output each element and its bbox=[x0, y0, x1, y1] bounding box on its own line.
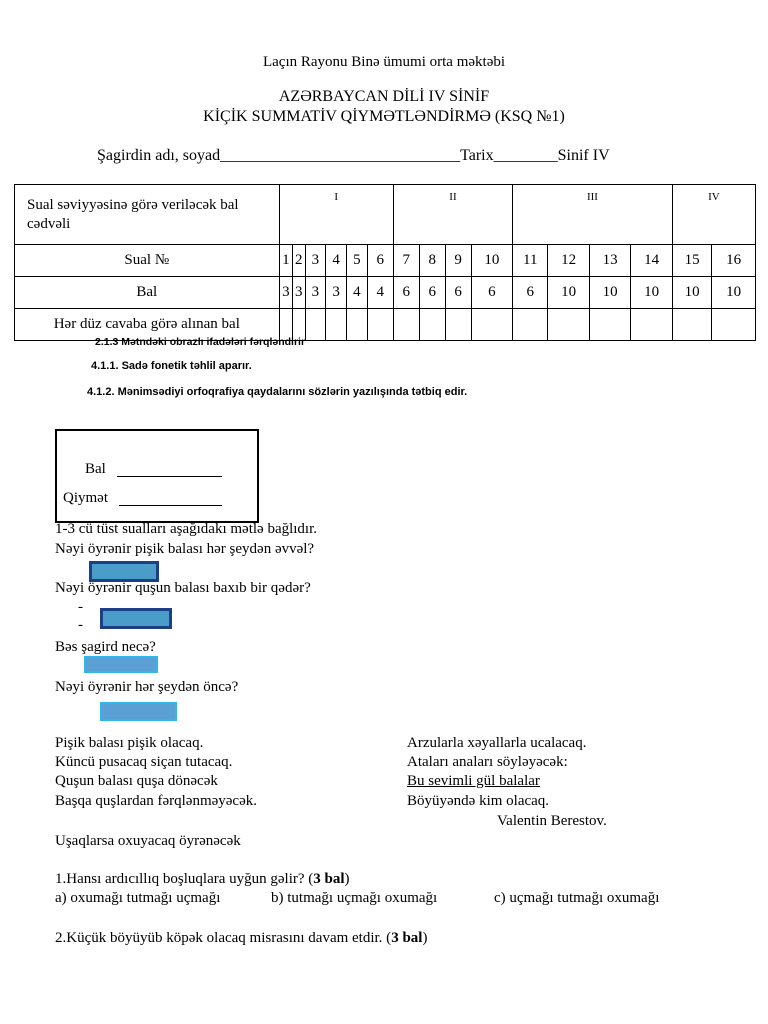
question-c: Bəs şagird necə? bbox=[55, 639, 156, 655]
points-cell: 3 bbox=[293, 277, 305, 309]
earned-cell[interactable] bbox=[305, 309, 326, 341]
table-row-question-numbers bbox=[15, 245, 756, 277]
poem-left-line-2: Küncü pusacaq siçan tutacaq. bbox=[55, 754, 233, 770]
poem-left-line-4: Başqa quşlardan fərqlənməyəcək. bbox=[55, 793, 257, 809]
earned-cell[interactable] bbox=[672, 309, 711, 341]
earned-cell[interactable] bbox=[445, 309, 471, 341]
qiymet-label: Qiymət bbox=[63, 490, 108, 506]
earned-cell[interactable] bbox=[393, 309, 419, 341]
question-number-cell: 16 bbox=[712, 245, 756, 277]
question-number-cell: 3 bbox=[305, 245, 326, 277]
points-cell: 6 bbox=[471, 277, 513, 309]
question-1-option-c[interactable]: c) uçmağı tutmağı oxumağı bbox=[494, 890, 660, 906]
question-number-cell: 11 bbox=[513, 245, 548, 277]
points-cell: 6 bbox=[393, 277, 419, 309]
question-number-cell: 10 bbox=[471, 245, 513, 277]
points-cell: 10 bbox=[589, 277, 631, 309]
question-1 bbox=[55, 871, 350, 888]
question-number-label: Sual № bbox=[15, 245, 280, 277]
levels-row-label: Sual səviyyəsinə görə veriləcək bal cədvəli bbox=[15, 185, 280, 245]
question-number-cell: 9 bbox=[445, 245, 471, 277]
question-2-points: 3 bal bbox=[391, 930, 423, 946]
poem-left-line-3: Quşun balası quşa dönəcək bbox=[55, 773, 218, 789]
earned-cell[interactable] bbox=[513, 309, 548, 341]
answer-box-1[interactable] bbox=[89, 561, 159, 582]
poem-author: Valentin Berestov. bbox=[497, 813, 607, 829]
earned-cell[interactable] bbox=[326, 309, 347, 341]
question-b: Nəyi öyrənir quşun balası baxıb bir qədər? bbox=[55, 580, 311, 596]
question-number-cell: 1 bbox=[279, 245, 292, 277]
intro-line: 1-3 cü tüst sualları aşağıdakı mətlə bağlıdır. bbox=[55, 521, 318, 537]
question-number-cell: 6 bbox=[367, 245, 393, 277]
dash-mark: - bbox=[78, 617, 83, 633]
poem-closing-line: Uşaqlarsa oxuyacaq öyrənəcək bbox=[55, 833, 241, 849]
level-1: I bbox=[279, 185, 393, 245]
poem-right-line-3: Bu sevimli gül balalar bbox=[407, 773, 540, 789]
question-number-cell: 2 bbox=[293, 245, 305, 277]
earned-cell[interactable] bbox=[471, 309, 513, 341]
question-a: Nəyi öyrənir pişik balası hər şeydən əvvəl? bbox=[55, 541, 315, 557]
points-cell: 3 bbox=[305, 277, 326, 309]
question-2-end: ) bbox=[422, 930, 428, 946]
earned-cell[interactable] bbox=[367, 309, 393, 341]
points-cell: 6 bbox=[513, 277, 548, 309]
poem-left-line-1: Pişik balası pişik olacaq. bbox=[55, 735, 204, 751]
level-3: III bbox=[513, 185, 673, 245]
answer-box-4[interactable] bbox=[100, 702, 177, 721]
question-2-text: 2.Küçük böyüyüb köpək olacaq misrasını davam etdir. ( bbox=[55, 930, 392, 946]
earned-cell[interactable] bbox=[589, 309, 631, 341]
points-cell: 6 bbox=[445, 277, 471, 309]
answer-box-2[interactable] bbox=[100, 608, 172, 629]
poem-right-line-4: Böyüyəndə kim olacaq. bbox=[407, 793, 550, 809]
points-cell: 4 bbox=[367, 277, 393, 309]
earned-cell[interactable] bbox=[347, 309, 368, 341]
subject-title: AZƏRBAYCAN DİLİ IV SİNİF bbox=[278, 88, 490, 105]
question-number-cell: 7 bbox=[393, 245, 419, 277]
question-number-cell: 8 bbox=[419, 245, 445, 277]
question-2 bbox=[55, 930, 427, 947]
question-1-points: 3 bal bbox=[313, 871, 345, 887]
points-cell: 4 bbox=[347, 277, 368, 309]
level-4: IV bbox=[672, 185, 755, 245]
earned-cell[interactable] bbox=[419, 309, 445, 341]
table-row-points bbox=[15, 277, 756, 309]
points-cell: 10 bbox=[712, 277, 756, 309]
earned-cell[interactable] bbox=[548, 309, 590, 341]
bal-label: Bal bbox=[85, 461, 106, 477]
earned-cell[interactable] bbox=[631, 309, 673, 341]
question-number-cell: 4 bbox=[326, 245, 347, 277]
earned-cell[interactable] bbox=[712, 309, 756, 341]
question-number-cell: 12 bbox=[548, 245, 590, 277]
grade-box bbox=[55, 429, 259, 523]
question-1-option-b[interactable]: b) tutmağı uçmağı oxumağı bbox=[271, 890, 438, 906]
question-d: Nəyi öyrənir hər şeydən öncə? bbox=[55, 679, 239, 695]
qiymet-input-line[interactable] bbox=[119, 492, 222, 506]
earned-points-label: Hər düz cavaba görə alınan bal bbox=[15, 309, 280, 341]
points-cell: 10 bbox=[672, 277, 711, 309]
level-2: II bbox=[393, 185, 512, 245]
question-1-text: 1.Hansı ardıcıllıq boşluqlara uyğun gəlir? ( bbox=[55, 871, 314, 887]
points-cell: 3 bbox=[326, 277, 347, 309]
points-cell: 3 bbox=[279, 277, 292, 309]
school-name: Laçın Rayonu Binə ümumi orta məktəbi bbox=[262, 54, 506, 70]
points-label: Bal bbox=[15, 277, 280, 309]
dash-mark: - bbox=[78, 599, 83, 615]
question-1-option-a[interactable]: a) oxumağı tutmağı uçmağı bbox=[55, 890, 221, 906]
standard-2-1-3: 2.1.3 Mətndəki obrazlı ifadələri fərqləndirir bbox=[95, 336, 306, 348]
question-number-cell: 5 bbox=[347, 245, 368, 277]
points-cell: 6 bbox=[419, 277, 445, 309]
student-info-line: Şagirdin adı, soyad______________________________Tarix________Sinif IV bbox=[97, 147, 610, 164]
standard-4-1-1: 4.1.1. Sadə fonetik təhlil aparır. bbox=[91, 360, 252, 372]
poem-right-line-1: Arzularla xəyallarla ucalacaq. bbox=[407, 735, 587, 751]
answer-box-3[interactable] bbox=[84, 656, 158, 673]
question-number-cell: 15 bbox=[672, 245, 711, 277]
assessment-title: KİÇİK SUMMATİV QİYMƏTLƏNDİRMƏ (KSQ №1) bbox=[203, 108, 565, 125]
bal-input-line[interactable] bbox=[117, 463, 222, 477]
points-cell: 10 bbox=[548, 277, 590, 309]
question-number-cell: 13 bbox=[589, 245, 631, 277]
question-1-end: ) bbox=[344, 871, 350, 887]
table-row-levels bbox=[15, 185, 756, 245]
standard-4-1-2: 4.1.2. Mənimsədiyi orfoqrafiya qaydalarını sözlərin yazılışında tətbiq edir. bbox=[87, 386, 468, 398]
score-table bbox=[14, 184, 756, 341]
points-cell: 10 bbox=[631, 277, 673, 309]
question-number-cell: 14 bbox=[631, 245, 673, 277]
poem-right-line-2: Ataları anaları söyləyəcək: bbox=[407, 754, 568, 770]
